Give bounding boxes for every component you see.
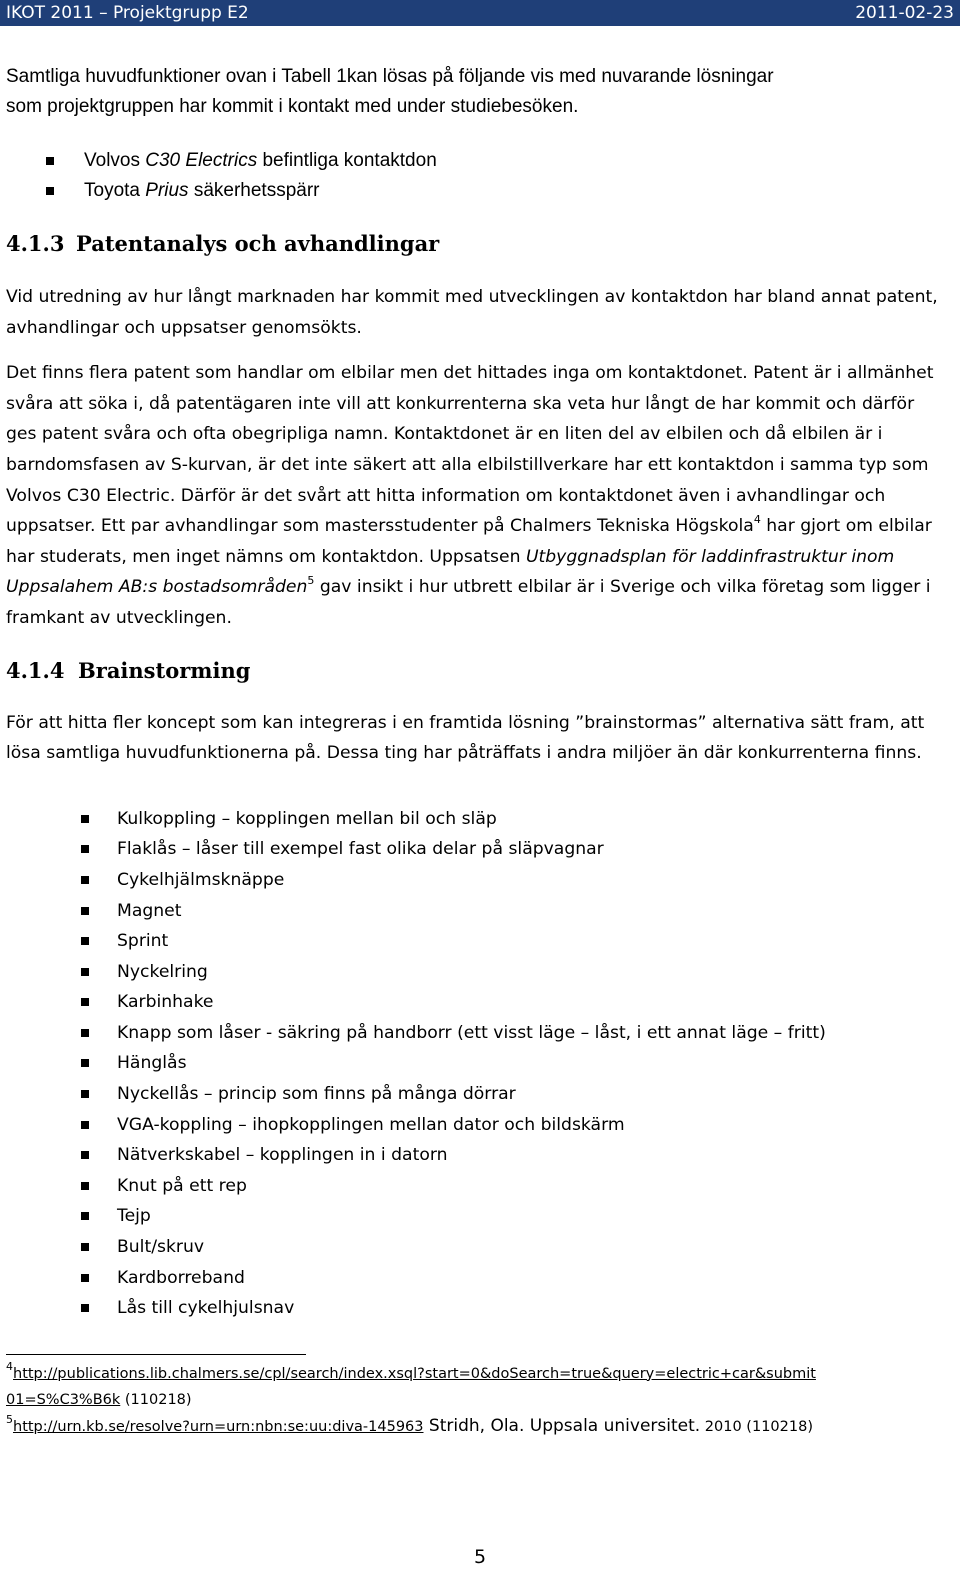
footnote-ref: 5 (307, 574, 315, 588)
square-bullet-icon (81, 1029, 89, 1037)
list-item: Cykelhjälmsknäppe (6, 865, 948, 896)
list-item: Volvos C30 Electrics befintliga kontaktdon (6, 146, 948, 176)
section-heading-414 (6, 656, 948, 686)
intro-paragraph (6, 62, 948, 122)
list-item: Sprint (6, 926, 948, 957)
square-bullet-icon (81, 876, 89, 884)
square-bullet-icon (81, 937, 89, 945)
square-bullet-icon (81, 1212, 89, 1220)
list-item: Knut på ett rep (6, 1171, 948, 1202)
list-item: Nyckelring (6, 957, 948, 988)
footnote-link[interactable]: http://publications.lib.chalmers.se/cpl/search/index.xsql?start=0&doSearch=true&query=electric+car&submit (13, 1365, 816, 1382)
square-bullet-icon (81, 1304, 89, 1312)
header-title: IKOT 2011 – Projektgrupp E2 (6, 3, 249, 23)
footnote-link[interactable]: 01=S%C3%B6k (6, 1391, 121, 1408)
footnote-number: 5 (6, 1412, 13, 1426)
section-title: Brainstorming (78, 657, 251, 683)
list-item: Nätverkskabel – kopplingen in i datorn (6, 1140, 948, 1171)
header-date: 2011-02-23 (855, 3, 954, 23)
square-bullet-icon (81, 968, 89, 976)
list-item: Flaklås – låser till exempel fast olika delar på släpvagnar (6, 834, 948, 865)
footnote-ref: 4 (753, 513, 761, 527)
square-bullet-icon (81, 1059, 89, 1067)
page-body (6, 62, 948, 1440)
square-bullet-icon (81, 1243, 89, 1251)
square-bullet-icon (81, 815, 89, 823)
square-bullet-icon (81, 845, 89, 853)
square-bullet-icon (81, 907, 89, 915)
paragraph: Vid utredning av hur långt marknaden har kommit med utvecklingen av kontaktdon har bland annat patent, avhandlingar och uppsatser genomsökts. (6, 287, 938, 338)
section-number: 4.1.3 (6, 231, 65, 256)
paragraph: För att hitta fler koncept som kan integreras i en framtida lösning ”brainstormas” alternativa sätt fram, att lösa samtliga huvudfunktionerna på. Dessa ting har påträffats i andra miljöer än där konkurrenterna finns. (6, 712, 925, 764)
emphasis: Prius (145, 180, 189, 201)
list-item: Kardborreband (6, 1263, 948, 1294)
footnote-date: (110218) (120, 1391, 192, 1408)
list-item: VGA-koppling – ihopkopplingen mellan dator och bildskärm (6, 1110, 948, 1141)
section-title: Patentanalys och avhandlingar (76, 231, 440, 256)
list-item: Magnet (6, 896, 948, 927)
list-item: Bult/skruv (6, 1232, 948, 1263)
list-item: Nyckellås – princip som finns på många dörrar (6, 1079, 948, 1110)
footnote-5 (6, 1413, 948, 1440)
footnote-separator (6, 1354, 306, 1355)
square-bullet-icon (81, 1121, 89, 1129)
footnotes (6, 1361, 948, 1440)
square-bullet-icon (46, 157, 54, 165)
intro-line-1: Samtliga huvudfunktioner ovan i Tabell 1kan lösas på följande vis med nuvarande lösningar (6, 66, 774, 87)
emphasis: C30 Electrics (145, 150, 258, 171)
footnote-date: 2010 (110218) (700, 1418, 813, 1435)
section-number: 4.1.4 (6, 657, 65, 683)
emphasis: Utbyggnadsplan för laddinfrastruktur inom Uppsalahem AB:s bostadsområden (6, 546, 895, 598)
page-header (0, 0, 960, 26)
footnote-link[interactable]: http://urn.kb.se/resolve?urn=urn:nbn:se:uu:diva-145963 (13, 1418, 424, 1435)
list-item: Toyota Prius säkerhetsspärr (6, 176, 948, 206)
list-item: Knapp som låser - säkring på handborr (ett visst läge – låst, i ett annat läge – fritt) (6, 1018, 948, 1049)
page-number: 5 (473, 1546, 487, 1568)
list-item: Kulkoppling – kopplingen mellan bil och släp (6, 804, 948, 835)
list-item: Tejp (6, 1201, 948, 1232)
section-heading-413 (6, 229, 948, 259)
square-bullet-icon (81, 1151, 89, 1159)
paragraph: Det finns flera patent som handlar om elbilar men det hittades inga om kontaktdonet. Patent är i allmänhet svåra att söka i, då patentägaren inte vill att konkurrenterna ska veta hur långt de har kommit och därför ges patent svåra och ofta obegripliga namn. Kontaktdonet är en liten del av elbilen och då elbilen är i barndomsfasen av S-kurvan, är det inte säkert att alla elbilstillverkare har ett kontaktdon i samma typ som Volvos C30 Electric. Därför är det svårt att hitta information om kontaktdonet även i avhandlingar och uppsatser. Ett par avhandlingar som mastersstudenter på Chalmers Tekniska Högskola$^4$ har gjort om elbilar har studerats, men inget nämns om kontaktdon. Uppsatsen Utbyggnadsplan för laddinfrastruktur inom Uppsalahem AB:s bostadsområden$^5$ gav insikt i hur utbrett elbilar är i Sverige och vilka företag som ligger i framkant av utvecklingen. (6, 363, 934, 628)
square-bullet-icon (81, 998, 89, 1006)
square-bullet-icon (81, 1274, 89, 1282)
list-item: Hänglås (6, 1048, 948, 1079)
footnote-author: Stridh, Ola. Uppsala universitet. (423, 1415, 701, 1436)
square-bullet-icon (81, 1090, 89, 1098)
intro-bullet-list (6, 146, 948, 206)
footnote-number: 4 (6, 1359, 13, 1373)
footnote-4 (6, 1361, 948, 1413)
list-item: Lås till cykelhjulsnav (6, 1293, 948, 1324)
intro-line-2: som projektgruppen har kommit i kontakt med under studiebesöken. (6, 96, 579, 117)
square-bullet-icon (81, 1182, 89, 1190)
brainstorm-list (6, 804, 948, 1324)
list-item: Karbinhake (6, 987, 948, 1018)
square-bullet-icon (46, 187, 54, 195)
